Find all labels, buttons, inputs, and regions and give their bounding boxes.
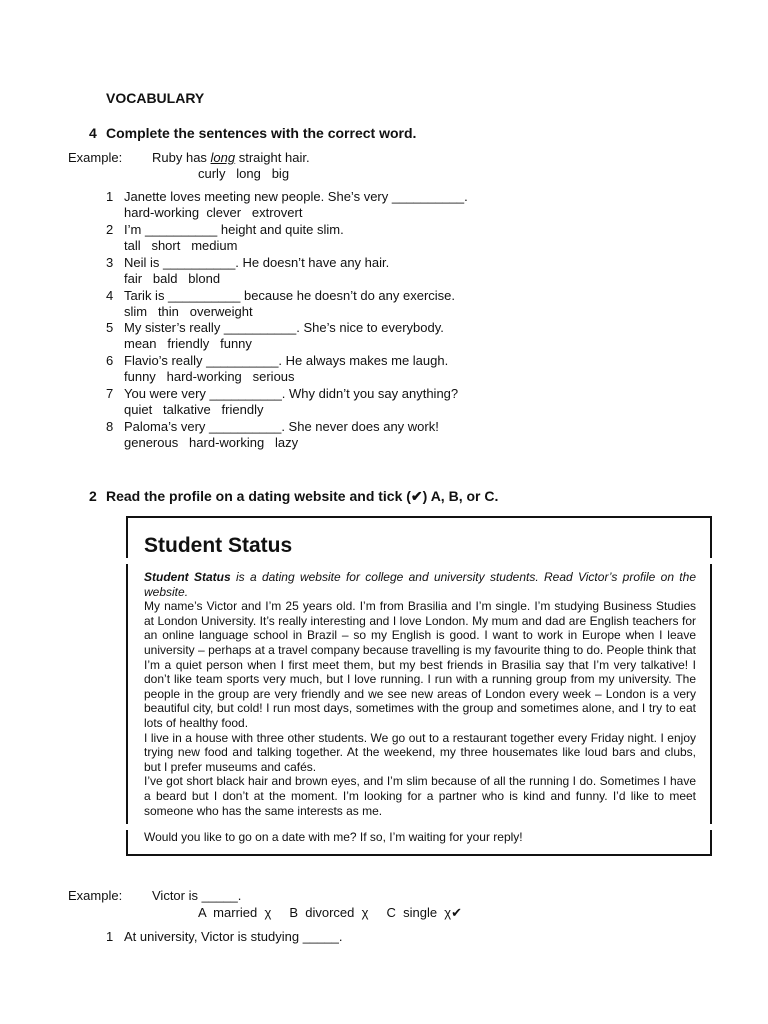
- section-title: VOCABULARY: [106, 90, 205, 106]
- intro-rest: is a dating website for college and university students. Read Victor’s profile on the website.: [144, 570, 696, 599]
- item-sentence: Neil is __________. He doesn’t have any hair.: [124, 255, 390, 270]
- task2-q1-text: At university, Victor is studying _____.: [124, 929, 343, 944]
- example-answer: long: [210, 150, 236, 165]
- task2-number: 2: [89, 488, 97, 504]
- item-options: quiet talkative friendly: [124, 402, 264, 417]
- task4-example-options: curly long big: [198, 166, 290, 181]
- item-options: fair bald blond: [124, 271, 221, 286]
- item-options: funny hard-working serious: [124, 369, 295, 384]
- item-sentence: Janette loves meeting new people. She’s very __________.: [124, 189, 468, 204]
- profile-text: [144, 570, 696, 818]
- task4-instruction: Complete the sentences with the correct word.: [106, 125, 417, 141]
- item-options: generous hard-working lazy: [124, 435, 299, 450]
- task2-q1-number: 1: [106, 929, 114, 944]
- profile-paragraph: I’ve got short black hair and brown eyes, and I’m slim because of all the running I do. Sometimes I have a beard but I don’t at the moment. I’m looking for a partner who is kind and funny. I’d like to meet someone who has the same interests as me.: [144, 774, 696, 818]
- item-sentence: Tarik is __________ because he doesn’t do any exercise.: [124, 288, 455, 303]
- item-number: 5: [106, 320, 114, 335]
- task2-example-question: Victor is _____.: [152, 888, 242, 903]
- item-sentence: My sister’s really __________. She’s nice to everybody.: [124, 320, 444, 335]
- item-number: 7: [106, 386, 114, 401]
- item-options: slim thin overweight: [124, 304, 253, 319]
- task2-example-label: Example:: [68, 888, 123, 903]
- item-sentence: You were very __________. Why didn’t you say anything?: [124, 386, 459, 401]
- profile-intro: [144, 570, 696, 599]
- intro-name: Student Status: [144, 570, 231, 584]
- item-options: hard-working clever extrovert: [124, 205, 303, 220]
- item-options: mean friendly funny: [124, 336, 252, 351]
- item-number: 6: [106, 353, 114, 368]
- profile-box: [126, 516, 712, 856]
- item-number: 3: [106, 255, 114, 270]
- item-sentence: Flavio’s really __________. He always makes me laugh.: [124, 353, 449, 368]
- task4-example-label: Example:: [68, 150, 123, 165]
- item-sentence: Paloma’s very __________. She never does any work!: [124, 419, 439, 434]
- item-sentence: I’m __________ height and quite slim.: [124, 222, 344, 237]
- item-options: tall short medium: [124, 238, 238, 253]
- profile-paragraph: I live in a house with three other students. We go out to a restaurant together every Friday night. I enjoy trying new food and talking together. At the weekend, my three housemates like loud bars and clubs, but I prefer museums and cafés.: [144, 730, 696, 774]
- item-number: 2: [106, 222, 114, 237]
- item-number: 8: [106, 419, 114, 434]
- profile-closing: Would you like to go on a date with me? If so, I’m waiting for your reply!: [144, 830, 523, 844]
- task2-example-options: A married χ B divorced χ C single χ✔: [198, 905, 463, 920]
- example-after: straight hair.: [235, 150, 310, 165]
- item-number: 4: [106, 288, 114, 303]
- box-title: Student Status: [144, 534, 293, 557]
- task2-instruction: Read the profile on a dating website and tick (✔) A, B, or C.: [106, 488, 499, 504]
- task4-example-sentence: [152, 150, 310, 165]
- item-number: 1: [106, 189, 114, 204]
- profile-paragraph: My name’s Victor and I’m 25 years old. I’m from Brasilia and I’m single. I’m studying Business Studies at London University. It’s really interesting and I love London. My mum and dad are English teachers for an online language school in Brazil – so my English is good. I want to work in Europe when I leave university – perhaps at a travel company because travelling is my favourite thing to do. People think that I’m a quiet person when I first meet them, but my best friends in Brasilia say that I’m very talkative! I don’t like team sports very much, but I love running. I run with a running group from my university. The people in the group are very friendly and we see new areas of London every week – London is a very beautiful city, but cold! I run most days, sometimes with the group and sometimes alone, and I try to eat lots of healthy food.: [144, 599, 696, 730]
- example-before: Ruby has: [152, 150, 211, 165]
- task4-number: 4: [89, 125, 97, 141]
